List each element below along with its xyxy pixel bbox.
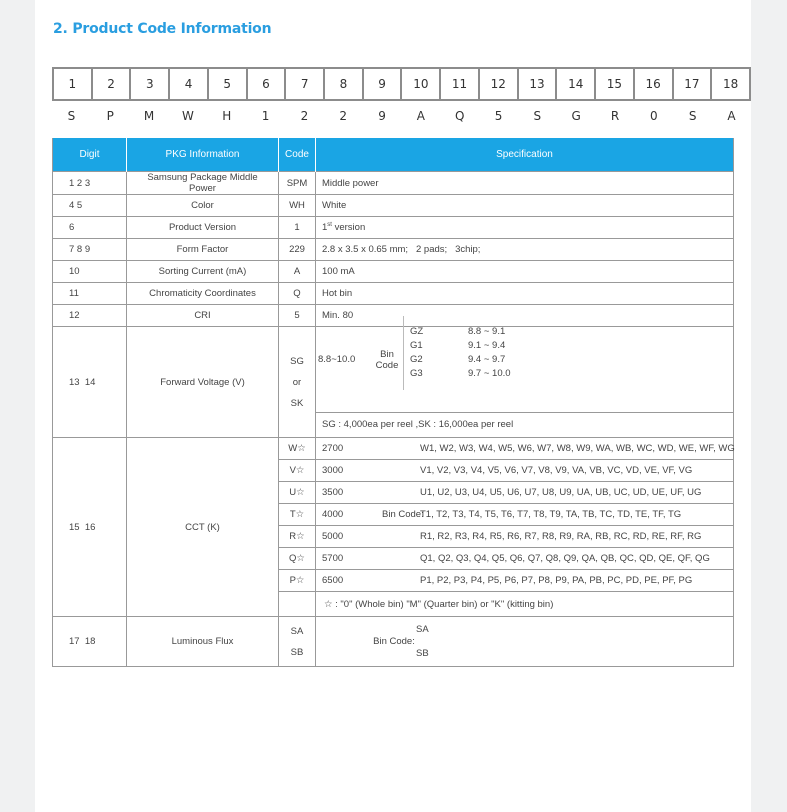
digit-cell: 6 [53,217,127,239]
digit-cell: 7 8 9 [53,239,127,261]
spec-cell: 1st version [316,217,734,239]
section-title: 2. Product Code Information [53,21,272,37]
spec-cell: 2.8 x 3.5 x 0.65 mm; 2 pads; 3chip; [316,239,734,261]
code-cell [279,327,316,438]
fv-range: 8.8~10.0 [318,354,356,366]
code-character-cell: 0 [650,109,658,123]
digit-cell: 4 5 [53,195,127,217]
code-cell: SPM [279,172,316,195]
digit-cell: 15 16 [53,438,127,617]
digit-position-cell: 9 [362,69,401,99]
pkg-cell: Sorting Current (mA) [127,261,279,283]
digit-position-cell: 18 [710,69,749,99]
pkg-cell: Luminous Flux [127,617,279,667]
lf-bin-sb: SB [416,647,429,659]
header-specification: Specification [316,138,734,172]
table-row [53,195,734,217]
fv-bin-list [403,316,733,390]
digit-position-cell: 14 [555,69,594,99]
code-cell: 1 [279,217,316,239]
fv-bin-range: 9.1 ~ 9.4 [468,340,506,352]
fv-bin-label: Bin Code [375,348,399,371]
code-character-cell: S [533,109,542,123]
digit-position-cell: 13 [517,69,556,99]
digit-cell: 11 [53,283,127,305]
lf-bin-sa: SA [416,623,429,635]
fv-bin-code: G3 [410,368,423,380]
code-character-cell: G [571,109,581,123]
code-character-cell: P [106,109,114,123]
fv-bin-code: G2 [410,354,423,366]
spec-cell: Min. 80 [316,305,734,327]
pkg-cell: Form Factor [127,239,279,261]
fv-code-sg: SG [290,355,304,367]
digit-position-cell: 16 [633,69,672,99]
code-character-cell: S [688,109,697,123]
cct-spec: 3000 V1, V2, V3, V4, V5, V6, V7, V8, V9, VA, VB, VC, VD, VE, VF, VG [316,460,734,482]
cct-code: P☆ [279,570,316,592]
digit-position-cell: 11 [439,69,478,99]
code-character-cell: 9 [378,109,386,123]
fv-bin-code: GZ [410,326,424,338]
digit-position-cell: 1 [68,77,77,91]
code-character-cell: 2 [300,109,309,123]
digit-position-cell: 15 [594,69,633,99]
code-cell: Q [279,283,316,305]
fv-bin-range: 8.8 ~ 9.1 [468,326,506,338]
table-row [53,261,734,283]
cct-code: W☆ [279,438,316,460]
code-character-cell: A [727,109,736,123]
fv-bin-range: 9.7 ~ 10.0 [468,368,511,380]
pkg-cell: Color [127,195,279,217]
cct-spec: 5000 R1, R2, R3, R4, R5, R6, R7, R8, R9, RA, RB, RC, RD, RE, RF, RG [316,526,734,548]
code-character-cell: 1 [261,109,270,123]
cct-row [53,438,734,460]
spec-cell [316,617,734,667]
cct-code: R☆ [279,526,316,548]
code-character-row [52,106,751,126]
fv-note: SG : 4,000ea per reel ,SK : 16,000ea per reel [316,412,734,437]
code-character-cell: A [416,109,425,123]
digit-position-cell: 4 [168,69,207,99]
document-page [35,0,751,812]
pkg-cell: Chromaticity Coordinates [127,283,279,305]
fv-bin-code: G1 [410,340,423,352]
code-cell: WH [279,195,316,217]
lf-code-sb: SB [290,646,304,658]
luminous-flux-row [53,617,734,667]
code-character-cell: 2 [339,109,348,123]
digit-position-cell: 7 [284,69,323,99]
header-pkg-information: PKG Information [127,138,279,172]
table-row [53,217,734,239]
code-character-cell: S [67,109,76,123]
lf-bin-label: Bin Code: [373,636,415,647]
header-code: Code [279,138,316,172]
digit-position-cell: 17 [672,69,711,99]
code-cell [279,617,316,667]
forward-voltage-row [53,327,734,413]
spec-cell: Middle power [316,172,734,195]
code-character-cell: W [181,109,194,123]
code-cell: 5 [279,305,316,327]
cct-spec: 5700 Q1, Q2, Q3, Q4, Q5, Q6, Q7, Q8, Q9, QA, QB, QC, QD, QE, QF, QG [316,548,734,570]
digit-cell: 10 [53,261,127,283]
digit-position-cell: 8 [323,69,362,99]
digit-cell: 17 18 [53,617,127,667]
table-row [53,239,734,261]
pkg-cell: CRI [127,305,279,327]
digit-cell: 12 [53,305,127,327]
code-character-cell: M [143,109,155,123]
spec-cell: 100 mA [316,261,734,283]
code-character-cell: 5 [494,109,503,123]
fv-code-sk: SK [290,397,304,409]
cct-note: ☆ : "0" (Whole bin) "M" (Quarter bin) or "K" (kitting bin) [316,592,734,617]
code-character-cell: R [610,109,620,123]
digit-cell: 13 14 [53,327,127,438]
header-digit: Digit [53,138,127,172]
digit-position-grid [52,67,751,101]
cct-spec: 6500 P1, P2, P3, P4, P5, P6, P7, P8, P9, PA, PB, PC, PD, PE, PF, PG [316,570,734,592]
digit-cell: 1 2 3 [53,172,127,195]
pkg-cell: CCT (K) [127,438,279,617]
code-cell: 229 [279,239,316,261]
spec-cell: Hot bin [316,283,734,305]
code-character-cell: H [222,109,232,123]
fv-bin-range: 9.4 ~ 9.7 [468,354,506,366]
digit-position-cell: 12 [478,69,517,99]
spec-cell [316,327,734,413]
code-character-cell: Q [454,109,465,123]
digit-position-cell: 10 [400,69,439,99]
cct-bin-label: Bin Code: [382,509,424,520]
lf-code-sa: SA [290,625,304,637]
product-code-table [52,138,734,667]
pkg-cell: Product Version [127,217,279,239]
pkg-cell: Forward Voltage (V) [127,327,279,438]
digit-position-cell: 5 [207,69,246,99]
digit-position-cell: 6 [246,69,285,99]
fv-code-or: or [292,376,302,388]
cct-code: U☆ [279,482,316,504]
table-row [53,172,734,195]
spec-cell: White [316,195,734,217]
table-row [53,283,734,305]
digit-position-cell: 3 [129,69,168,99]
pkg-cell: Samsung Package Middle Power [127,172,279,195]
cct-spec: 3500 U1, U2, U3, U4, U5, U6, U7, U8, U9, UA, UB, UC, UD, UE, UF, UG [316,482,734,504]
code-cell: A [279,261,316,283]
cct-code: Q☆ [279,548,316,570]
table-header-row [53,138,734,172]
cct-spec: 4000 Bin Code: T1, T2, T3, T4, T5, T6, T7, T8, T9, TA, TB, TC, TD, TE, TF, TG [316,504,734,526]
cct-spec: 2700 W1, W2, W3, W4, W5, W6, W7, W8, W9, WA, WB, WC, WD, WE, WF, WG [316,438,734,460]
cct-code: V☆ [279,460,316,482]
cct-code: T☆ [279,504,316,526]
digit-position-cell: 2 [91,69,130,99]
